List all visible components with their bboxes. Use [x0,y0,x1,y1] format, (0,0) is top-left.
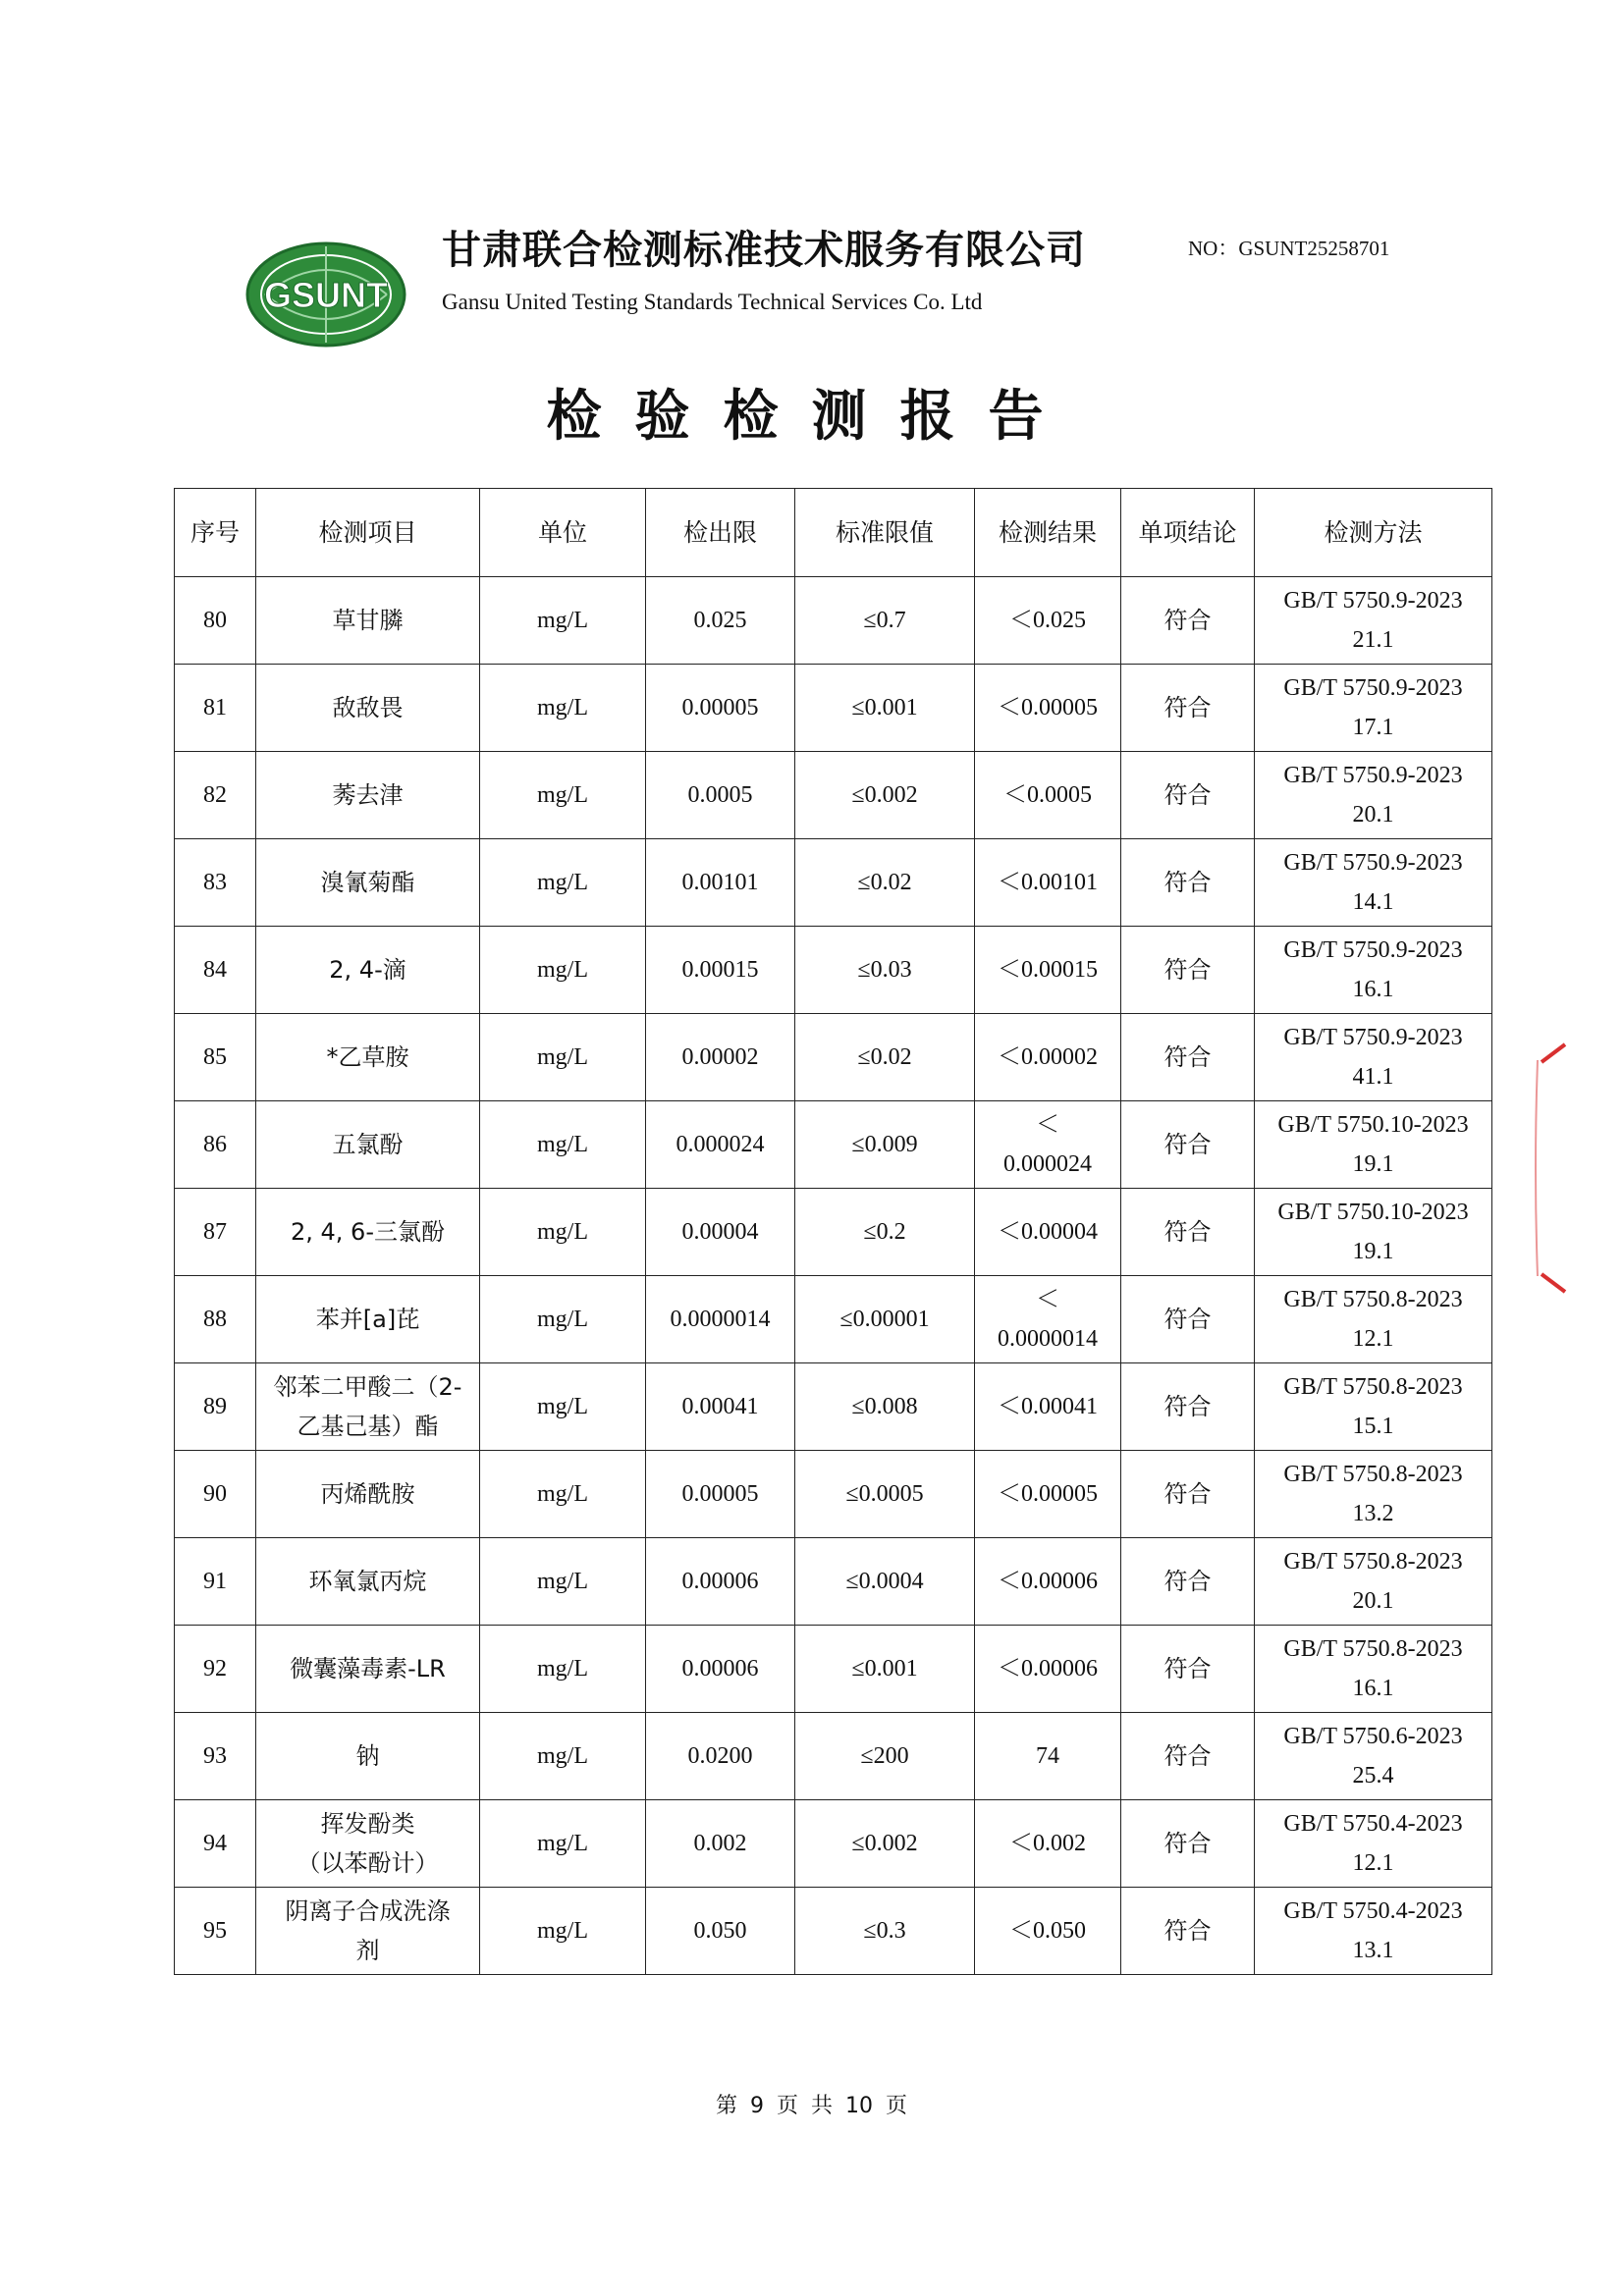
cell-lod: 0.00041 [646,1363,795,1451]
item-line: 阴离子合成洗涤 [285,1897,451,1925]
cell-method [1255,1713,1492,1800]
cell-lod: 0.00004 [646,1189,795,1276]
method-clause: 17.1 [1352,715,1394,740]
report-title: 检验检测报告 [546,385,1077,449]
cell-item: 莠去津 [256,752,480,839]
cell-conclusion: 符合 [1121,1014,1255,1101]
cell-unit: mg/L [480,1888,646,1975]
company-logo [245,240,407,348]
table-row [175,752,1492,839]
cell-conclusion: 符合 [1121,927,1255,1014]
cell-conclusion: 符合 [1121,665,1255,752]
method-clause: 41.1 [1352,1064,1394,1090]
method-standard: GB/T 5750.9-2023 [1283,763,1463,788]
method-clause: 13.2 [1352,1501,1394,1526]
method-clause: 20.1 [1352,802,1394,828]
cell-unit: mg/L [480,927,646,1014]
method-standard: GB/T 5750.9-2023 [1283,675,1463,701]
table-header-row [175,489,1492,577]
company-name-en: Gansu United Testing Standards Technical Services Co. Ltd [442,290,983,314]
cell-unit: mg/L [480,1713,646,1800]
cell-conclusion: 符合 [1121,1189,1255,1276]
cell-item [256,1888,480,1975]
cell-method [1255,577,1492,665]
cell-conclusion: 符合 [1121,1276,1255,1363]
column-header: 单位 [480,489,646,577]
cell-item [256,1363,480,1451]
cell-result: 74 [975,1713,1121,1800]
cell-no: 88 [175,1276,256,1363]
cell-conclusion: 符合 [1121,1101,1255,1189]
cell-lod: 0.025 [646,577,795,665]
cell-lod: 0.0000014 [646,1276,795,1363]
cell-no: 89 [175,1363,256,1451]
cell-method [1255,1363,1492,1451]
cell-result: ＜0.00041 [975,1363,1121,1451]
table-row [175,1888,1492,1975]
cell-conclusion: 符合 [1121,839,1255,927]
cell-result: ＜0.00006 [975,1538,1121,1626]
cell-no: 86 [175,1101,256,1189]
result-line: ＜ [1036,1112,1059,1138]
table-row [175,1276,1492,1363]
cell-result: ＜0.025 [975,577,1121,665]
page-footer: 第 9 页 共 10 页 [716,2094,907,2118]
cell-item: 微囊藻毒素-LR [256,1626,480,1713]
table-row [175,1363,1492,1451]
cell-no: 95 [175,1888,256,1975]
cell-lod: 0.002 [646,1800,795,1888]
cell-conclusion: 符合 [1121,577,1255,665]
cell-lod: 0.00015 [646,927,795,1014]
cell-limit: ≤0.2 [795,1189,975,1276]
cell-method [1255,927,1492,1014]
cell-no: 91 [175,1538,256,1626]
cell-limit: ≤0.0005 [795,1451,975,1538]
cell-limit: ≤0.7 [795,577,975,665]
method-clause: 25.4 [1352,1763,1394,1789]
cell-conclusion: 符合 [1121,1451,1255,1538]
item-line: 邻苯二甲酸二（2- [273,1373,462,1401]
cell-lod: 0.050 [646,1888,795,1975]
table-row [175,1626,1492,1713]
cell-lod: 0.0200 [646,1713,795,1800]
cell-unit: mg/L [480,1189,646,1276]
method-standard: GB/T 5750.8-2023 [1283,1549,1463,1575]
method-clause: 13.1 [1352,1938,1394,1963]
cell-item: 2, 4-滴 [256,927,480,1014]
cell-unit: mg/L [480,1276,646,1363]
method-clause: 14.1 [1352,889,1394,915]
cell-limit: ≤0.002 [795,752,975,839]
result-line: 0.000024 [1003,1151,1092,1177]
method-clause: 12.1 [1352,1850,1394,1876]
cell-conclusion: 符合 [1121,1538,1255,1626]
method-standard: GB/T 5750.9-2023 [1283,1025,1463,1050]
table-row [175,665,1492,752]
cell-limit: ≤0.03 [795,927,975,1014]
cell-result: ＜0.00005 [975,1451,1121,1538]
cell-item: 溴氰菊酯 [256,839,480,927]
result-line: ＜ [1036,1287,1059,1312]
cell-item: 草甘膦 [256,577,480,665]
column-header: 单项结论 [1121,489,1255,577]
table-row [175,1538,1492,1626]
method-standard: GB/T 5750.9-2023 [1283,850,1463,876]
method-standard: GB/T 5750.4-2023 [1283,1811,1463,1837]
cell-no: 85 [175,1014,256,1101]
cell-result: ＜0.050 [975,1888,1121,1975]
table-row [175,1451,1492,1538]
method-standard: GB/T 5750.6-2023 [1283,1724,1463,1749]
cell-no: 90 [175,1451,256,1538]
cell-no: 83 [175,839,256,927]
cell-conclusion: 符合 [1121,1888,1255,1975]
cell-lod: 0.0005 [646,752,795,839]
cell-unit: mg/L [480,1014,646,1101]
cell-unit: mg/L [480,839,646,927]
cell-result [975,1101,1121,1189]
cell-method [1255,1538,1492,1626]
report-number: NO：GSUNT25258701 [1188,237,1390,260]
table-row [175,1800,1492,1888]
cell-lod: 0.00006 [646,1626,795,1713]
cell-method [1255,839,1492,927]
cell-limit: ≤0.02 [795,839,975,927]
item-line: 乙基己基）酯 [297,1413,439,1440]
method-clause: 12.1 [1352,1326,1394,1352]
item-line: （以苯酚计） [297,1849,439,1877]
method-standard: GB/T 5750.10-2023 [1277,1200,1469,1225]
cell-limit: ≤200 [795,1713,975,1800]
cell-method [1255,1189,1492,1276]
table-row [175,1189,1492,1276]
cell-unit: mg/L [480,1451,646,1538]
method-clause: 16.1 [1352,1676,1394,1701]
cell-result: ＜0.00002 [975,1014,1121,1101]
cell-result: ＜0.0005 [975,752,1121,839]
cell-limit: ≤0.008 [795,1363,975,1451]
cell-item [256,1800,480,1888]
method-standard: GB/T 5750.9-2023 [1283,588,1463,614]
cell-unit: mg/L [480,665,646,752]
cell-unit: mg/L [480,1538,646,1626]
table-row [175,1014,1492,1101]
table-row [175,839,1492,927]
cell-result: ＜0.00015 [975,927,1121,1014]
cell-item: 钠 [256,1713,480,1800]
cell-result [975,1276,1121,1363]
cell-lod: 0.000024 [646,1101,795,1189]
cell-limit: ≤0.0004 [795,1538,975,1626]
method-standard: GB/T 5750.8-2023 [1283,1287,1463,1312]
cell-limit: ≤0.009 [795,1101,975,1189]
cell-result: ＜0.00004 [975,1189,1121,1276]
company-name-cn: 甘肃联合检测标准技术服务有限公司 [442,228,1086,273]
cell-no: 81 [175,665,256,752]
cell-lod: 0.00002 [646,1014,795,1101]
logo-text: GSUNT [264,275,388,315]
method-standard: GB/T 5750.8-2023 [1283,1374,1463,1400]
cell-conclusion: 符合 [1121,1363,1255,1451]
column-header: 检测方法 [1255,489,1492,577]
cell-method [1255,1451,1492,1538]
cell-lod: 0.00101 [646,839,795,927]
cell-limit: ≤0.001 [795,665,975,752]
cell-conclusion: 符合 [1121,1800,1255,1888]
cell-result: ＜0.002 [975,1800,1121,1888]
method-clause: 15.1 [1352,1414,1394,1439]
cell-method [1255,1014,1492,1101]
cell-unit: mg/L [480,577,646,665]
cell-method [1255,1888,1492,1975]
method-clause: 21.1 [1352,627,1394,653]
cell-conclusion: 符合 [1121,752,1255,839]
method-standard: GB/T 5750.4-2023 [1283,1898,1463,1924]
cell-method [1255,1800,1492,1888]
cell-lod: 0.00005 [646,665,795,752]
cell-method [1255,1101,1492,1189]
seal-stamp [1532,1041,1571,1296]
method-clause: 19.1 [1352,1239,1394,1264]
report-header [245,211,1424,348]
method-standard: GB/T 5750.8-2023 [1283,1636,1463,1662]
cell-item: 敌敌畏 [256,665,480,752]
column-header: 序号 [175,489,256,577]
result-line: 0.0000014 [998,1326,1098,1352]
cell-method [1255,752,1492,839]
column-header: 标准限值 [795,489,975,577]
column-header: 检测项目 [256,489,480,577]
cell-unit: mg/L [480,752,646,839]
cell-no: 93 [175,1713,256,1800]
cell-no: 82 [175,752,256,839]
cell-unit: mg/L [480,1800,646,1888]
cell-result: ＜0.00006 [975,1626,1121,1713]
results-table [174,488,1492,1975]
cell-lod: 0.00005 [646,1451,795,1538]
cell-item: 2, 4, 6-三氯酚 [256,1189,480,1276]
method-standard: GB/T 5750.8-2023 [1283,1462,1463,1487]
cell-unit: mg/L [480,1363,646,1451]
method-standard: GB/T 5750.9-2023 [1283,937,1463,963]
cell-result: ＜0.00005 [975,665,1121,752]
table-body [175,577,1492,1975]
column-header: 检测结果 [975,489,1121,577]
cell-item: 丙烯酰胺 [256,1451,480,1538]
method-standard: GB/T 5750.10-2023 [1277,1112,1469,1138]
cell-lod: 0.00006 [646,1538,795,1626]
method-clause: 19.1 [1352,1151,1394,1177]
item-line: 剂 [355,1937,380,1964]
item-line: 挥发酚类 [320,1810,415,1838]
cell-no: 80 [175,577,256,665]
table-row [175,577,1492,665]
cell-unit: mg/L [480,1101,646,1189]
table-row [175,1713,1492,1800]
column-header: 检出限 [646,489,795,577]
table-row [175,927,1492,1014]
cell-item: *乙草胺 [256,1014,480,1101]
cell-limit: ≤0.3 [795,1888,975,1975]
cell-method [1255,1626,1492,1713]
cell-item: 苯并[a]芘 [256,1276,480,1363]
cell-conclusion: 符合 [1121,1713,1255,1800]
cell-method [1255,665,1492,752]
cell-limit: ≤0.002 [795,1800,975,1888]
cell-limit: ≤0.02 [795,1014,975,1101]
cell-method [1255,1276,1492,1363]
cell-limit: ≤0.00001 [795,1276,975,1363]
cell-no: 94 [175,1800,256,1888]
cell-item: 五氯酚 [256,1101,480,1189]
cell-conclusion: 符合 [1121,1626,1255,1713]
method-clause: 16.1 [1352,977,1394,1002]
cell-no: 92 [175,1626,256,1713]
cell-result: ＜0.00101 [975,839,1121,927]
cell-item: 环氧氯丙烷 [256,1538,480,1626]
method-clause: 20.1 [1352,1588,1394,1614]
cell-unit: mg/L [480,1626,646,1713]
cell-limit: ≤0.001 [795,1626,975,1713]
cell-no: 84 [175,927,256,1014]
cell-no: 87 [175,1189,256,1276]
table-row [175,1101,1492,1189]
